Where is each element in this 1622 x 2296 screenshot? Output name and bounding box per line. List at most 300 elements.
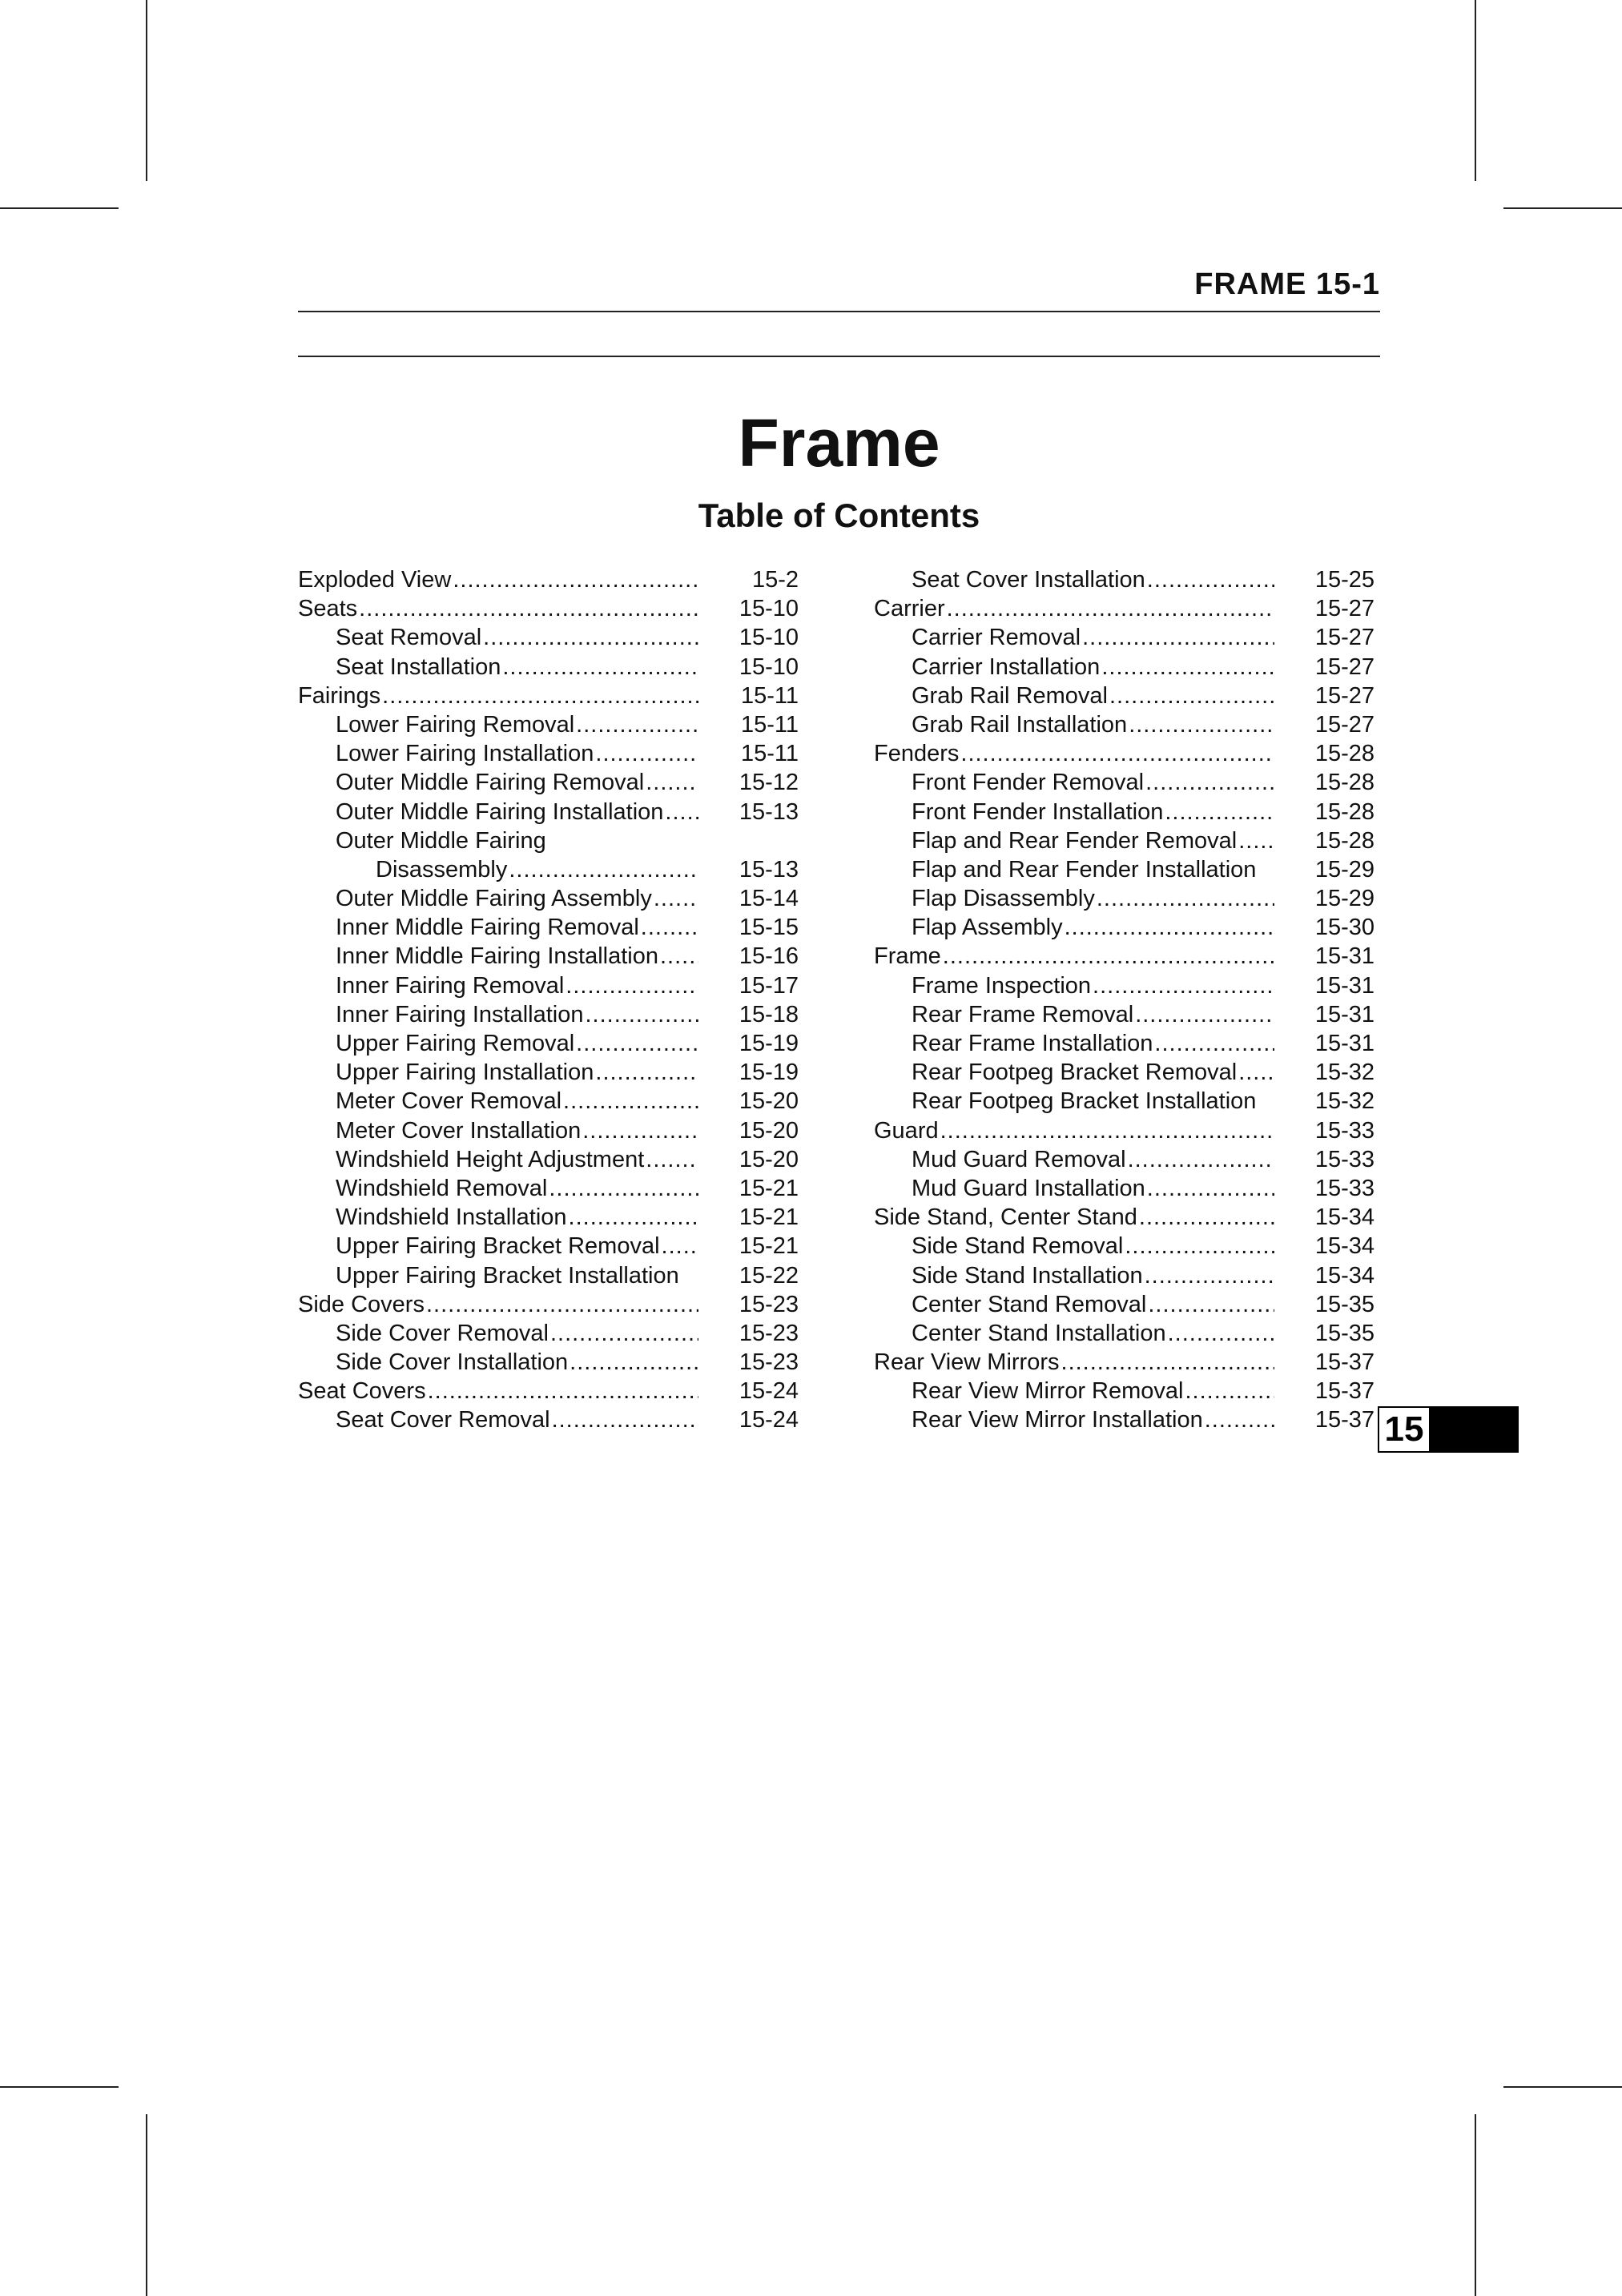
toc-entry[interactable] (874, 1087, 1374, 1116)
toc-entry-title-group (336, 1348, 698, 1377)
toc-entry-page: 15-31 (1314, 972, 1374, 999)
toc-dot-leader (483, 623, 698, 652)
toc-entry[interactable] (298, 1116, 799, 1145)
toc-dot-leader (563, 1087, 698, 1116)
toc-entry-page: 15-29 (1314, 886, 1374, 912)
toc-dot-leader (1238, 1058, 1274, 1087)
toc-entry-title-group (912, 1319, 1274, 1348)
toc-entry-title-group (912, 826, 1274, 855)
toc-entry-title-group (912, 653, 1274, 682)
toc-entry-title: Rear Footpeg Bracket Installation (912, 1088, 1257, 1115)
toc-entry-title-group (912, 1290, 1274, 1319)
toc-entry-title: Carrier Installation (912, 653, 1101, 680)
toc-entry-title-group (912, 1145, 1274, 1174)
toc-dot-leader (595, 739, 698, 768)
toc-entry-title-group (336, 1145, 698, 1174)
toc-entry-page: 15-27 (1314, 682, 1374, 709)
toc-entry-page: 15-37 (1314, 1349, 1374, 1376)
toc-entry-title: Upper Fairing Removal (336, 1031, 575, 1056)
toc-entry-title: Frame (874, 943, 941, 970)
toc-dot-leader (453, 565, 698, 594)
toc-entry[interactable] (874, 826, 1374, 855)
crop-mark-bottom-left-horizontal (0, 2086, 119, 2088)
toc-entry[interactable] (874, 855, 1374, 884)
toc-entry-title-group (336, 710, 698, 739)
toc-entry-title-group (912, 1029, 1274, 1058)
toc-entry-page: 15-18 (739, 1001, 799, 1027)
toc-entry-title-group (336, 884, 698, 913)
toc-entry-page: 15-35 (1314, 1291, 1374, 1317)
toc-entry-title-group (912, 1174, 1274, 1203)
toc-entry-title-group (912, 768, 1274, 797)
toc-entry[interactable] (874, 1058, 1374, 1087)
toc-entry-page: 15-24 (739, 1407, 799, 1433)
toc-dot-leader (960, 739, 1274, 768)
toc-entry[interactable] (298, 1145, 799, 1174)
toc-entry[interactable] (874, 1232, 1374, 1261)
toc-entry-page: 15-21 (739, 1233, 799, 1260)
toc-entry[interactable] (298, 1000, 799, 1029)
crop-mark-bottom-right-vertical (1475, 2114, 1476, 2296)
toc-entry-title-group (874, 739, 1274, 768)
toc-dot-leader (1147, 1174, 1274, 1203)
toc-entry[interactable] (298, 1029, 799, 1058)
toc-entry-title-group (336, 768, 698, 797)
toc-dot-leader (359, 594, 698, 623)
toc-entry-title-group (298, 565, 698, 594)
toc-entry-title: Side Stand, Center Stand (874, 1204, 1137, 1231)
toc-entry[interactable] (298, 942, 799, 971)
toc-entry-title-group (336, 739, 698, 768)
toc-entry-title: Outer Middle Fairing Assembly (336, 886, 652, 912)
toc-entry-title: Frame Inspection (912, 972, 1092, 999)
toc-dot-leader (646, 1145, 698, 1174)
toc-entry-title-group (336, 1000, 698, 1029)
crop-mark-bottom-left-vertical (146, 2114, 147, 2296)
toc-entry-title: Inner Middle Fairing Removal (336, 915, 639, 941)
toc-entry-title-group (912, 565, 1274, 594)
toc-entry-page: 15-19 (739, 1031, 799, 1056)
crop-mark-bottom-right-horizontal (1503, 2086, 1622, 2088)
toc-entry-page: 15-24 (739, 1378, 799, 1405)
toc-entry-page: 15-28 (1314, 770, 1374, 796)
toc-entry[interactable] (874, 1116, 1374, 1145)
toc-dot-leader (1125, 1232, 1274, 1261)
toc-dot-leader (1145, 768, 1274, 797)
toc-entry-title-group (298, 682, 698, 710)
toc-entry-page: 15-12 (739, 770, 799, 796)
toc-entry-title: Meter Cover Removal (336, 1088, 562, 1115)
toc-entry-page: 15-25 (1314, 567, 1374, 593)
toc-entry-page: 15-35 (1314, 1320, 1374, 1346)
toc-entry[interactable] (874, 971, 1374, 1000)
toc-entry-page: 15-33 (1314, 1117, 1374, 1144)
toc-entry-title: Front Fender Installation (912, 798, 1164, 825)
toc-entry[interactable] (874, 1319, 1374, 1348)
toc-entry[interactable] (298, 594, 799, 623)
toc-entry-title: Front Fender Removal (912, 770, 1145, 796)
toc-entry[interactable] (874, 1145, 1374, 1174)
toc-dot-leader (550, 1319, 698, 1348)
toc-entry-title-group (336, 942, 698, 971)
toc-entry-page: 15-31 (1314, 1031, 1374, 1056)
toc-entry-page: 15-32 (1314, 1088, 1374, 1115)
toc-entry[interactable] (298, 1377, 799, 1405)
toc-entry-title: Fenders (874, 741, 960, 767)
toc-entry-page: 15-30 (1314, 915, 1374, 941)
toc-entry-title: Lower Fairing Removal (336, 711, 575, 738)
toc-left-column (298, 565, 799, 1435)
toc-dot-leader (1101, 653, 1274, 682)
toc-dot-leader (1185, 1377, 1275, 1405)
toc-entry-title-group (336, 1261, 698, 1290)
toc-entry-title: Grab Rail Installation (912, 711, 1128, 738)
crop-mark-top-right-vertical (1475, 0, 1476, 181)
toc-entry-title: Inner Middle Fairing Installation (336, 943, 658, 970)
toc-entry-title-group (912, 1000, 1274, 1029)
toc-entry-page: 15-27 (1314, 596, 1374, 622)
toc-entry-page: 15-21 (739, 1204, 799, 1231)
toc-dot-leader (1128, 1145, 1274, 1174)
toc-entry[interactable] (874, 1203, 1374, 1232)
toc-entry-title-group (298, 1290, 698, 1319)
toc-dot-leader (940, 1116, 1274, 1145)
toc-entry-title: Flap and Rear Fender Installation (912, 856, 1257, 883)
toc-entry-page: 15-37 (1314, 1378, 1374, 1405)
toc-entry-page: 15-28 (1314, 827, 1374, 854)
toc-entry-page: 15-33 (1314, 1146, 1374, 1172)
toc-entry[interactable] (874, 884, 1374, 913)
toc-entry[interactable] (298, 1405, 799, 1434)
toc-entry-title-group (912, 1058, 1274, 1087)
toc-entry-title-group (912, 1232, 1274, 1261)
toc-entry[interactable] (298, 1087, 799, 1116)
toc-entry-page: 15-37 (1314, 1407, 1374, 1433)
toc-entry[interactable] (298, 565, 799, 594)
toc-entry[interactable] (874, 594, 1374, 623)
toc-entry-title-group (336, 1087, 698, 1116)
toc-entry-title-group (912, 710, 1274, 739)
page-subtitle: Table of Contents (698, 497, 980, 534)
toc-entry-title: Rear View Mirror Removal (912, 1378, 1184, 1405)
toc-entry-title-group (336, 913, 698, 942)
header-rule-bottom (298, 356, 1380, 357)
toc-entry-title: Disassembly (376, 856, 508, 883)
toc-entry[interactable] (298, 826, 799, 855)
toc-entry-title-group (336, 1203, 698, 1232)
toc-entry-page: 15-22 (739, 1262, 799, 1289)
toc-entry-page: 15-32 (1314, 1060, 1374, 1086)
toc-entry-title-group (336, 1029, 698, 1058)
toc-dot-leader (1238, 826, 1274, 855)
toc-entry[interactable] (298, 884, 799, 913)
toc-entry-title-group (298, 594, 698, 623)
toc-entry[interactable] (298, 1203, 799, 1232)
toc-entry-page: 15-13 (739, 856, 799, 883)
toc-entry-title-group (336, 1232, 698, 1261)
toc-entry-title: Side Cover Removal (336, 1320, 549, 1346)
toc-entry-title-group (336, 653, 698, 682)
toc-entry[interactable] (874, 1405, 1374, 1434)
toc-entry-title-group (912, 1087, 1274, 1116)
toc-dot-leader (660, 942, 698, 971)
toc-dot-leader (586, 1000, 699, 1029)
toc-dot-leader (1109, 682, 1274, 710)
toc-entry-title: Lower Fairing Installation (336, 741, 594, 767)
toc-entry-title: Inner Fairing Removal (336, 972, 565, 999)
toc-dot-leader (1148, 1290, 1274, 1319)
toc-entry[interactable] (298, 1261, 799, 1290)
toc-dot-leader (502, 653, 698, 682)
toc-dot-leader (428, 1377, 698, 1405)
toc-entry-page: 15-11 (740, 741, 799, 767)
toc-entry-page: 15-21 (739, 1175, 799, 1201)
toc-dot-leader (1205, 1405, 1274, 1434)
toc-entry-title: Inner Fairing Installation (336, 1001, 584, 1027)
toc-dot-leader (947, 594, 1274, 623)
toc-entry-title: Seat Cover Removal (336, 1407, 550, 1433)
toc-entry-title: Windshield Installation (336, 1204, 567, 1231)
toc-entry-page: 15-16 (739, 943, 799, 970)
toc-entry-title-group (912, 1261, 1274, 1290)
toc-entry-page: 15-34 (1314, 1262, 1374, 1289)
toc-entry-title-group (874, 1116, 1274, 1145)
toc-dot-leader (569, 1203, 698, 1232)
toc-entry[interactable] (298, 739, 799, 768)
toc-entry-title-group (336, 623, 698, 652)
toc-entry-title: Rear Frame Removal (912, 1001, 1134, 1027)
toc-entry-title: Outer Middle Fairing (336, 827, 546, 854)
toc-entry-page: 15-2 (751, 567, 799, 593)
toc-dot-leader (641, 913, 698, 942)
toc-entry-title: Flap Assembly (912, 915, 1063, 941)
toc-entry-title-group (912, 682, 1274, 710)
toc-entry-title-group (298, 1377, 698, 1405)
toc-entry-page: 15-19 (739, 1060, 799, 1086)
toc-entry-title: Carrier Removal (912, 625, 1081, 651)
toc-entry-title-group (874, 942, 1274, 971)
toc-entry-page: 15-31 (1314, 1001, 1374, 1027)
toc-entry-title-group (336, 971, 698, 1000)
toc-entry-page: 15-10 (739, 596, 799, 622)
toc-entry-page: 15-20 (739, 1146, 799, 1172)
toc-entry[interactable] (874, 942, 1374, 971)
toc-entry-page: 15-15 (739, 915, 799, 941)
toc-entry[interactable] (874, 1290, 1374, 1319)
toc-entry-page: 15-17 (739, 972, 799, 999)
toc-entry[interactable] (874, 565, 1374, 594)
toc-entry-page: 15-20 (739, 1117, 799, 1144)
toc-entry-title-group (912, 884, 1274, 913)
toc-entry[interactable] (298, 1290, 799, 1319)
toc-entry-title: Rear Footpeg Bracket Removal (912, 1060, 1238, 1086)
toc-entry-page: 15-28 (1314, 798, 1374, 825)
toc-entry-page: 15-34 (1314, 1204, 1374, 1231)
toc-entry-title-group (336, 1116, 698, 1145)
toc-entry-page: 15-31 (1314, 943, 1374, 970)
toc-entry-title: Grab Rail Removal (912, 682, 1108, 709)
toc-dot-leader (1139, 1203, 1274, 1232)
toc-entry-title: Flap Disassembly (912, 886, 1095, 912)
section-header-label: FRAME 15-1 (1194, 267, 1380, 301)
toc-entry-page: 15-27 (1314, 653, 1374, 680)
toc-entry[interactable] (298, 855, 799, 884)
toc-entry-page: 15-27 (1314, 625, 1374, 651)
crop-mark-top-right-horizontal (1503, 207, 1622, 209)
toc-entry-page: 15-11 (740, 711, 799, 738)
toc-entry-page: 15-10 (739, 625, 799, 651)
toc-entry-title: Windshield Height Adjustment (336, 1146, 645, 1172)
toc-dot-leader (1082, 623, 1274, 652)
toc-right-column (874, 565, 1374, 1435)
toc-entry-title: Seat Covers (298, 1378, 426, 1405)
chapter-tab (1378, 1406, 1519, 1453)
toc-entry[interactable] (874, 1174, 1374, 1203)
toc-entry[interactable] (298, 623, 799, 652)
toc-entry-title: Flap and Rear Fender Removal (912, 827, 1238, 854)
toc-entry[interactable] (874, 1000, 1374, 1029)
toc-entry[interactable] (298, 913, 799, 942)
toc-entry-page: 15-27 (1314, 711, 1374, 738)
toc-entry-page: 15-20 (739, 1088, 799, 1115)
toc-entry-title: Upper Fairing Bracket Removal (336, 1233, 660, 1260)
toc-dot-leader (654, 884, 698, 913)
toc-entry-title-group (874, 594, 1274, 623)
toc-entry-title-group (336, 1405, 698, 1434)
toc-dot-leader (595, 1058, 698, 1087)
toc-entry-title: Upper Fairing Installation (336, 1060, 594, 1086)
toc-entry-title-group (912, 971, 1274, 1000)
toc-dot-leader (382, 682, 698, 710)
toc-entry[interactable] (298, 971, 799, 1000)
toc-dot-leader (1061, 1348, 1274, 1377)
toc-entry[interactable] (874, 1029, 1374, 1058)
toc-entry-page: 15-33 (1314, 1175, 1374, 1201)
toc-entry[interactable] (874, 710, 1374, 739)
toc-entry-title: Side Covers (298, 1291, 425, 1317)
toc-entry[interactable] (298, 1232, 799, 1261)
toc-dot-leader (1065, 913, 1274, 942)
toc-entry-title-group (336, 1174, 698, 1203)
toc-entry-title: Rear Frame Installation (912, 1031, 1153, 1056)
toc-entry-title: Seats (298, 596, 358, 622)
toc-entry-title-group (336, 798, 698, 826)
toc-dot-leader (646, 768, 698, 797)
toc-entry[interactable] (874, 913, 1374, 942)
toc-dot-leader (1165, 798, 1274, 826)
toc-entry[interactable] (874, 798, 1374, 826)
toc-dot-leader (1154, 1029, 1274, 1058)
toc-entry-title-group (336, 1058, 698, 1087)
toc-entry[interactable] (874, 1348, 1374, 1377)
toc-dot-leader (549, 1174, 698, 1203)
toc-entry[interactable] (874, 682, 1374, 710)
toc-entry-title-group (336, 826, 698, 855)
toc-entry[interactable] (298, 1058, 799, 1087)
header-rule-top (298, 311, 1380, 312)
toc-entry[interactable] (298, 1174, 799, 1203)
toc-entry[interactable] (874, 653, 1374, 682)
toc-entry-page: 15-14 (739, 886, 799, 912)
toc-entry-page: 15-10 (739, 653, 799, 680)
toc-entry[interactable] (874, 1377, 1374, 1405)
toc-entry-title: Side Cover Installation (336, 1349, 569, 1376)
toc-entry-title: Carrier (874, 596, 945, 622)
toc-dot-leader (426, 1290, 698, 1319)
toc-entry-title-group (376, 855, 698, 884)
toc-entry[interactable] (874, 768, 1374, 797)
toc-entry-title: Mud Guard Installation (912, 1175, 1145, 1201)
toc-entry-title: Seat Removal (336, 625, 482, 651)
toc-entry-title: Seat Cover Installation (912, 567, 1145, 593)
toc-entry[interactable] (298, 768, 799, 797)
toc-entry-title-group (912, 1377, 1274, 1405)
toc-entry-title: Upper Fairing Bracket Installation (336, 1262, 679, 1289)
toc-entry-page: 15-34 (1314, 1233, 1374, 1260)
toc-dot-leader (943, 942, 1274, 971)
toc-entry-page: 15-23 (739, 1349, 799, 1376)
toc-entry[interactable] (874, 1261, 1374, 1290)
toc-entry[interactable] (298, 1319, 799, 1348)
chapter-tab-number: 15 (1379, 1408, 1429, 1451)
toc-entry[interactable] (874, 623, 1374, 652)
toc-entry-title: Exploded View (298, 567, 452, 593)
toc-entry-page: 15-13 (739, 798, 799, 825)
toc-entry-title-group (912, 855, 1274, 884)
toc-entry-title: Mud Guard Removal (912, 1146, 1126, 1172)
toc-entry-title: Rear View Mirrors (874, 1349, 1060, 1376)
toc-entry-page: 15-11 (740, 682, 799, 709)
toc-entry[interactable] (874, 739, 1374, 768)
page-title: Frame (738, 405, 940, 481)
toc-dot-leader (1147, 565, 1274, 594)
toc-entry[interactable] (298, 1348, 799, 1377)
toc-entry[interactable] (298, 710, 799, 739)
toc-dot-leader (1135, 1000, 1274, 1029)
toc-dot-leader (662, 1232, 698, 1261)
toc-dot-leader (582, 1116, 698, 1145)
toc-entry-page: 15-28 (1314, 741, 1374, 767)
toc-dot-leader (1168, 1319, 1274, 1348)
toc-dot-leader (565, 971, 698, 1000)
toc-entry[interactable] (298, 653, 799, 682)
toc-entry-title: Guard (874, 1117, 939, 1144)
toc-entry[interactable] (298, 682, 799, 710)
toc-dot-leader (576, 1029, 698, 1058)
toc-entry-title: Center Stand Removal (912, 1291, 1147, 1317)
toc-entry-page: 15-29 (1314, 856, 1374, 883)
toc-entry-title-group (874, 1348, 1274, 1377)
toc-entry-title: Rear View Mirror Installation (912, 1407, 1203, 1433)
toc-entry-title: Fairings (298, 682, 381, 709)
crop-mark-top-left-vertical (146, 0, 147, 181)
toc-entry-title: Outer Middle Fairing Installation (336, 798, 664, 825)
toc-entry-page: 15-23 (739, 1320, 799, 1346)
toc-entry-title: Center Stand Installation (912, 1320, 1166, 1346)
toc-entry-title-group (912, 623, 1274, 652)
toc-entry[interactable] (298, 798, 799, 826)
toc-entry-title: Windshield Removal (336, 1175, 548, 1201)
toc-entry-title: Seat Installation (336, 653, 501, 680)
toc-entry-title: Side Stand Installation (912, 1262, 1143, 1289)
toc-dot-leader (509, 855, 698, 884)
toc-entry-title-group (912, 798, 1274, 826)
toc-entry-title: Outer Middle Fairing Removal (336, 770, 645, 796)
toc-dot-leader (1097, 884, 1274, 913)
toc-entry-page: 15-23 (739, 1291, 799, 1317)
toc-entry-title: Meter Cover Installation (336, 1117, 582, 1144)
crop-mark-top-left-horizontal (0, 207, 119, 209)
